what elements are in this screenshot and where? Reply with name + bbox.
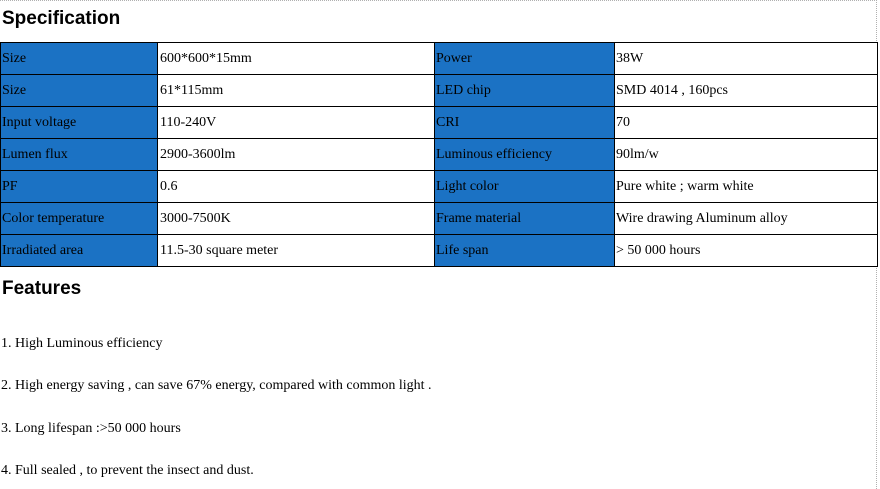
page-top-rule [0,0,877,1]
feature-item: 1. High Luminous efficiency [1,336,163,351]
feature-item: 4. Full sealed , to prevent the insect and dust. [1,463,254,478]
spec-value-cell: 2900-3600lm [158,139,435,171]
feature-item: 2. High energy saving , can save 67% energy, compared with common light . [1,378,432,393]
spec-label-cell: Input voltage [1,107,158,139]
spec-value-cell: 90lm/w [615,139,878,171]
spec-label-cell: CRI [435,107,615,139]
spec-label-cell: LED chip [435,75,615,107]
spec-row [1,139,878,171]
spec-label-cell: Color temperature [1,203,158,235]
spec-label-cell: Size [1,75,158,107]
spec-value-cell: Pure white ; warm white [615,171,878,203]
spec-row [1,203,878,235]
spec-row [1,75,878,107]
spec-label-cell: Irradiated area [1,235,158,267]
spec-label-cell: Size [1,43,158,75]
spec-label-cell: Lumen flux [1,139,158,171]
spec-value-cell: 61*115mm [158,75,435,107]
spec-value-cell: SMD 4014 , 160pcs [615,75,878,107]
spec-value-cell: 11.5-30 square meter [158,235,435,267]
feature-item: 3. Long lifespan :>50 000 hours [1,421,181,436]
spec-label-cell: Frame material [435,203,615,235]
spec-value-cell: 600*600*15mm [158,43,435,75]
spec-value-cell: Wire drawing Aluminum alloy [615,203,878,235]
spec-value-cell: 3000-7500K [158,203,435,235]
spec-label-cell: PF [1,171,158,203]
features-heading: Features [2,278,82,299]
spec-row [1,171,878,203]
spec-label-cell: Luminous efficiency [435,139,615,171]
spec-row [1,107,878,139]
spec-value-cell: 0.6 [158,171,435,203]
spec-value-cell: 38W [615,43,878,75]
specification-heading: Specification [2,8,121,29]
spec-value-cell: 110-240V [158,107,435,139]
spec-row [1,235,878,267]
spec-label-cell: Light color [435,171,615,203]
spec-label-cell: Power [435,43,615,75]
spec-row [1,43,878,75]
spec-value-cell: > 50 000 hours [615,235,878,267]
spec-label-cell: Life span [435,235,615,267]
specification-table [0,42,878,267]
spec-value-cell: 70 [615,107,878,139]
